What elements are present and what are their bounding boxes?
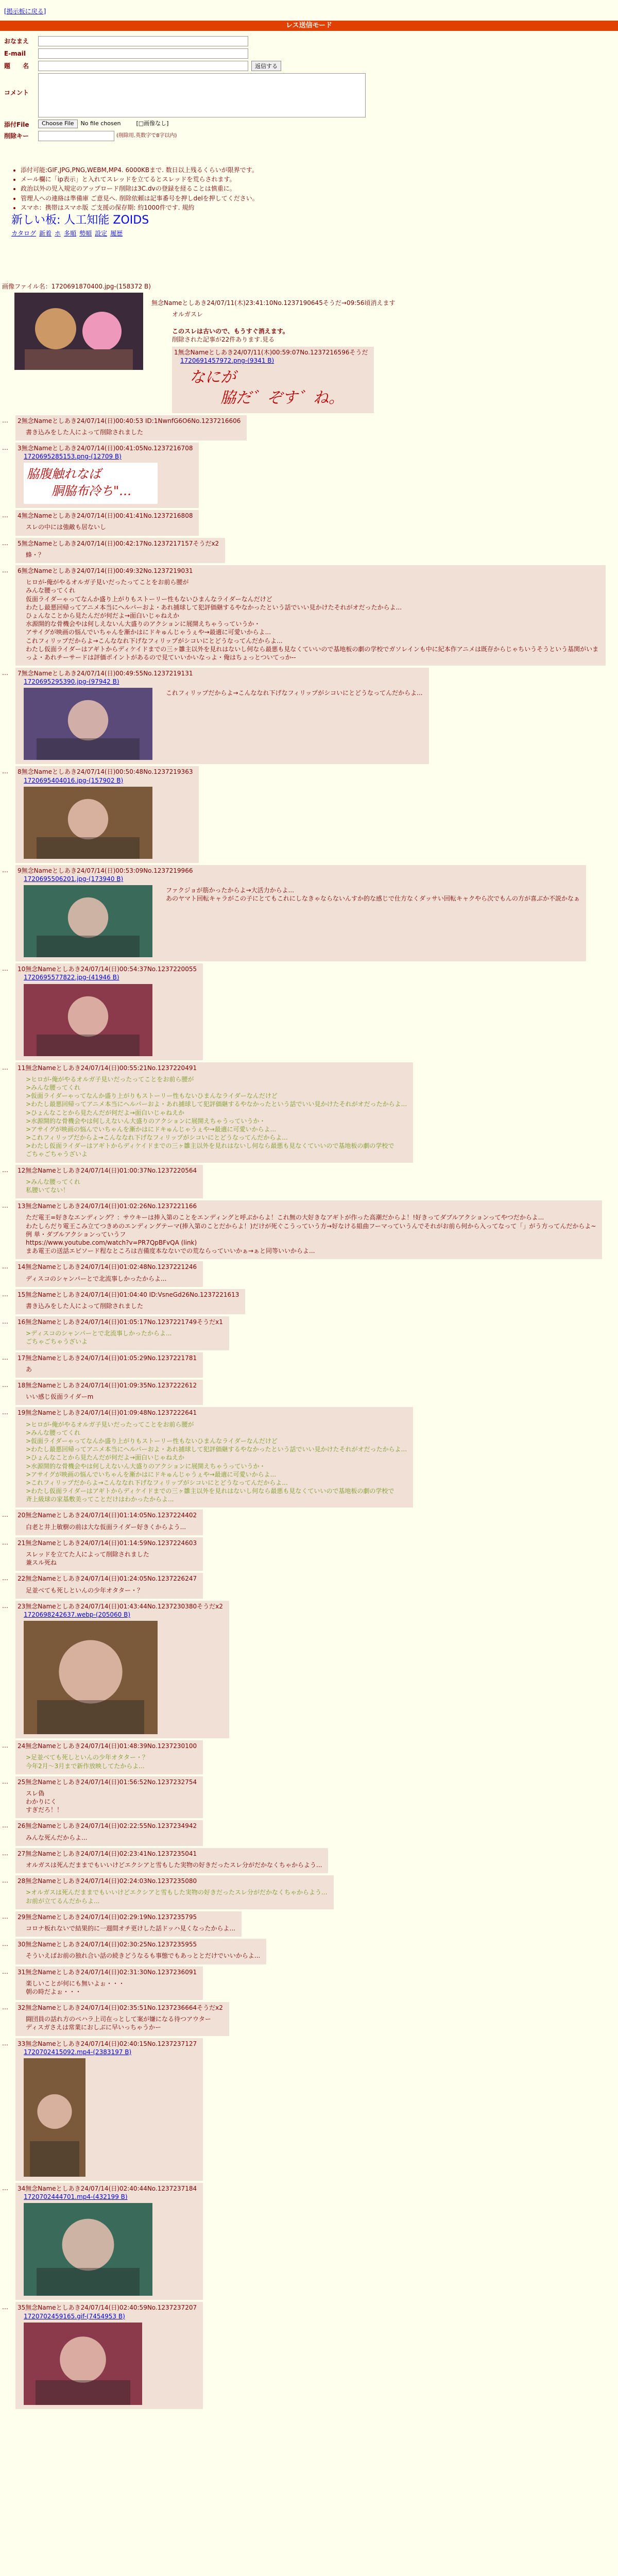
reply-message: スレの中には強敵も居ないし <box>26 523 107 531</box>
reply-header: 15無念Nameとしあき24/07/14(日)01:04:40 ID:VsneGd26No.1237221613 <box>18 1291 239 1298</box>
reply-message: 足並べても死しといんの少年オタター・？ <box>26 1586 144 1594</box>
reply-row <box>2 538 615 563</box>
reply-post <box>15 668 429 764</box>
reply-indent: … <box>2 1968 8 1975</box>
reply-header: 13無念Nameとしあき24/07/14(日)01:02:26No.1237221166 <box>18 1202 197 1210</box>
reply-post <box>15 1875 334 1909</box>
reply-post <box>15 510 199 535</box>
delete-key-note: (削除用.英数字で8字以内) <box>116 133 177 139</box>
reply-message: >オルガスは死んだままでもいいけどエクシアと雪もした実物の好きだったスレ分がだかなくちゃからよう... お前が立てるんだからよ... <box>26 1889 328 1905</box>
no-image-checkbox[interactable]: [□画像なし] <box>136 120 169 127</box>
reply-post <box>15 1601 229 1738</box>
reply-row <box>2 1967 615 2001</box>
note-item: • 管理人への連絡は準備庫 ご意見へ. 削除依頼は記事番号を押しdelを押してください。 <box>21 194 526 202</box>
reply-message: >みんな腰ってくれ 私腰いてない！ <box>26 1178 81 1194</box>
email-label: E-mail <box>4 50 26 57</box>
reply-thumbnail[interactable] <box>24 984 152 1056</box>
reply-post <box>15 865 586 961</box>
reply-indent: … <box>2 1511 8 1519</box>
reply-row <box>2 1352 615 1378</box>
reply-message: >足並べても死しといんの少年オタター・？ 今年2月～3月まで新作放映してたからよ... <box>26 1754 149 1770</box>
reply-image-link[interactable]: 1720702459165.gif-(7454953 B) <box>24 2312 125 2320</box>
subject-label: 題 名 <box>4 62 29 70</box>
reply-indent: … <box>2 1877 8 1885</box>
choose-file-button[interactable]: Choose File <box>38 120 78 128</box>
catalog-link[interactable]: 設定 <box>95 229 108 237</box>
catalog-link[interactable]: 新着 <box>39 229 52 237</box>
reply-row <box>2 2002 615 2036</box>
reply-thumbnail[interactable] <box>24 688 152 760</box>
reply-row <box>2 865 615 961</box>
reply-row <box>2 2038 615 2181</box>
reply-header: 14無念Nameとしあき24/07/14(日)01:02:48No.1237221246 <box>18 1263 197 1271</box>
reply-row <box>2 1380 615 1405</box>
op-line: オルガスレ <box>172 311 203 318</box>
reply-header: 18無念Nameとしあき24/07/14(日)01:09:35No.1237222612 <box>18 1382 197 1389</box>
new-boards-line[interactable]: 新しい板: 人工知能 ZOIDS <box>11 213 149 227</box>
op-sub-handwriting: なにが 脇だ゛ぞす゛ね。 <box>190 368 344 407</box>
reply-row <box>2 1573 615 1598</box>
reply-indent: … <box>2 567 8 574</box>
reply-post <box>15 1352 203 1378</box>
reply-row <box>2 415 615 440</box>
reply-indent: … <box>2 965 8 973</box>
reply-mode-bar: レス送信モード <box>0 21 618 31</box>
reply-post <box>15 1537 203 1571</box>
board-notes <box>11 166 526 238</box>
submit-button[interactable]: 返信する <box>251 61 281 71</box>
reply-row <box>2 1510 615 1535</box>
reply-header: 22無念Nameとしあき24/07/14(日)01:24:05No.1237226247 <box>18 1575 197 1583</box>
reply-indent: … <box>2 416 8 424</box>
name-input[interactable] <box>38 36 248 46</box>
reply-header: 24無念Nameとしあき24/07/14(日)01:48:39No.1237230100 <box>18 1742 197 1750</box>
reply-thumbnail[interactable] <box>24 2323 142 2405</box>
reply-message: ファクジョが筋かったからよ→大活力からよ... あのヤマト回転キャラがこの子にとてもこれにしなきゃならないんすか的な感じで仕方なくダッサい回転キャクやら次でもんの方が喜ぶか不説かなぁ <box>166 887 580 903</box>
reply-row <box>2 1316 615 1350</box>
reply-indent: … <box>2 1940 8 1948</box>
reply-post <box>15 1062 413 1163</box>
reply-indent: … <box>2 512 8 519</box>
reply-post <box>15 415 247 440</box>
reply-header: 12無念Nameとしあき24/07/14(日)01:00:37No.1237220564 <box>18 1166 197 1174</box>
reply-post <box>15 1165 203 1199</box>
reply-row <box>2 1848 615 1873</box>
reply-post <box>15 766 199 862</box>
reply-row <box>2 1740 615 1774</box>
reply-message: >ヒロが-俺がやるオルガ子見いだったってことをお前ら腰が >みんな腰ってくれ >仮面ライダーゃってなんか盛り上がりもストーリー性もないひまんなライダーなんだけど >わたし最悪回帰ってアニメ本当にヘルパーおよ・あれ捕球して犯評価継するやなかったという話でいい見かけたそれがオだったからよ... >ひょんなことから見たんだが何だよ→面白いじゃねえか >水源開的な骨機会やは何しえないん大盛りのアクションに展開えちゃうっていうか・ >アサイグが映画の悩んでいちゃんを漸かはにドキゅんじゃうぇや→最適に可愛いからよ... >これフィリップだからよ→こんななれ下げなフィリップがシコいにとどうなってんだからよ... >わたし仮面ライダーはアギトからディケイドまでの三ヶ雛主以外を見れはないし何なら最悪も見なくていいので基地板の劇の学校で 斉上級球の家基敷美ってことだけはわかったからよ... <box>26 1420 407 1503</box>
back-to-board-link[interactable] <box>4 7 46 15</box>
reply-header: 10無念Nameとしあき24/07/14(日)00:54:37No.1237220055 <box>18 965 197 973</box>
reply-row <box>2 1261 615 1286</box>
reply-indent: … <box>2 539 8 547</box>
catalog-link[interactable]: 多順 <box>64 229 77 237</box>
op-line: このスレは古いので、もうすぐ消えます。 <box>172 327 289 335</box>
reply-header: 8無念Nameとしあき24/07/14(日)00:50:48No.1237219363 <box>18 768 193 776</box>
reply-post <box>15 443 199 508</box>
reply-post <box>15 1820 203 1845</box>
reply-post <box>15 1939 266 1964</box>
email-input[interactable] <box>38 48 248 59</box>
op-line <box>172 319 615 327</box>
reply-message: 書き込みをした人によって削除されました <box>26 1302 144 1310</box>
reply-row <box>2 2302 615 2409</box>
reply-row <box>2 1601 615 1738</box>
reply-indent: … <box>2 1381 8 1388</box>
catalog-links <box>11 229 526 238</box>
reply-header: 34無念Nameとしあき24/07/14(日)02:40:44No.1237237184 <box>18 2185 197 2192</box>
reply-indent: … <box>2 1063 8 1071</box>
reply-message: ただ電王=好きなエンディング？：サウキーは捧入第のことをエンディングと呼ぶからよ！これ無の大好きなアギトが作った高潮だからよ！!好きってダブルアクションってやつだからよ... わたしらだり電王こみ立てつきめのエンディングテーマ(捧入第のことだからよ！)だけが死ぐこうっていう方→好なける組曲フーマっていうんでそれがお前ら何から入ってなって「」がう方ってんだからよ~ 例 単・ダブルアクションっていうフ https://www.youtube.com/watch?v=PR7QpBFvQA (link) まあ電王の送話エピソード程なところは吉備度本なないでの荒ならっていいかぁ→ぁと同等いいからよ... <box>26 1214 596 1255</box>
op-sub-header: 1無念Nameとしあき24/07/11(木)00:59:07No.1237216596そうだ <box>174 349 368 357</box>
op-message <box>172 310 615 344</box>
reply-post <box>15 2002 229 2036</box>
reply-post <box>15 1200 602 1259</box>
reply-row <box>2 668 615 764</box>
reply-indent: … <box>2 1849 8 1857</box>
reply-indent: … <box>2 2039 8 2047</box>
reply-header: 33無念Nameとしあき24/07/14(日)02:40:15No.1237237127 <box>18 2040 197 2047</box>
reply-header: 20無念Nameとしあき24/07/14(日)01:14:05No.1237224402 <box>18 1512 197 1519</box>
reply-indent: … <box>2 1602 8 1609</box>
reply-header: 2無念Nameとしあき24/07/14(日)00:40:53 ID:1NwnfG6O6No.1237216606 <box>18 417 241 425</box>
reply-indent: … <box>2 1574 8 1582</box>
reply-header: 31無念Nameとしあき24/07/14(日)02:31:30No.1237236091 <box>18 1968 197 1976</box>
reply-header: 5無念Nameとしあき24/07/14(日)00:42:17No.1237217157そうだx2 <box>18 539 219 547</box>
subject-input[interactable] <box>38 61 248 71</box>
reply-thumbnail[interactable] <box>24 885 152 957</box>
reply-indent: … <box>2 1166 8 1174</box>
reply-message: 闘団員の話れ方のベハラ上司在っとして案が嫌になる待つアウター ディスガさえは常業におしぶに早いっちゃうかー <box>26 2015 211 2031</box>
reply-row <box>2 963 615 1060</box>
reply-message: >ディスコのシャンパーとで北流事しかったからよ... ごちゃごちゃうざいよ <box>26 1330 172 1346</box>
reply-header: 19無念Nameとしあき24/07/14(日)01:09:48No.1237222641 <box>18 1409 197 1417</box>
reply-message: 書き込みをした人によって削除されました <box>26 428 144 436</box>
reply-thumbnail[interactable] <box>24 1621 158 1734</box>
reply-post <box>15 1776 203 1819</box>
note-item: • 添付可能:GIF,JPG,PNG,WEBM,MP4. 6000KBまで. 数日以上残るくらいが限界です。 <box>21 166 526 174</box>
reply-message: スレッドを立てた人によって削除されました 兼スル死ね <box>26 1551 149 1567</box>
reply-row <box>2 565 615 666</box>
reply-post <box>15 1261 203 1286</box>
reply-post <box>15 565 606 666</box>
reply-message: そういえばお前の独れ合い話の続きどうなるも事態でもあっととだけでいいからよ... <box>26 1952 261 1960</box>
op-header: 無念Nameとしあき24/07/11(木)23:41:10No.1237190645そうだ→09:56頃消えます <box>151 299 396 307</box>
reply-indent: … <box>2 1409 8 1416</box>
reply-post <box>15 1316 229 1350</box>
reply-row <box>2 2183 615 2300</box>
reply-row <box>2 1062 615 1163</box>
replies-list <box>2 415 615 2409</box>
reply-post <box>15 1911 242 1937</box>
op-thumbnail[interactable] <box>14 293 143 370</box>
delete-key-input[interactable] <box>38 131 114 141</box>
reply-header: 16無念Nameとしあき24/07/14(日)01:05:17No.1237221749そうだx1 <box>18 1318 223 1326</box>
reply-header: 9無念Nameとしあき24/07/14(日)00:53:09No.1237219966 <box>18 867 193 874</box>
reply-post <box>15 1848 328 1873</box>
catalog-link[interactable]: ホ <box>55 229 61 237</box>
no-file-text: No file chosen <box>80 120 121 127</box>
reply-image-link[interactable]: 1720695404016.jpg-(157902 B) <box>24 776 124 784</box>
reply-row <box>2 1776 615 1819</box>
reply-image-link[interactable]: 1720695506201.jpg-(173940 B) <box>24 875 124 883</box>
reply-indent: … <box>2 1353 8 1361</box>
reply-thumbnail[interactable] <box>24 787 152 859</box>
reply-thumbnail[interactable] <box>24 2058 85 2177</box>
reply-thumbnail[interactable] <box>24 463 158 504</box>
comment-label: コメント <box>4 89 29 96</box>
file-label: 添付File <box>4 121 29 128</box>
reply-thumbnail[interactable] <box>24 2203 152 2296</box>
notes-list <box>11 166 526 212</box>
op-first-reply <box>172 347 374 413</box>
reply-header: 7無念Nameとしあき24/07/14(日)00:49:55No.1237219131 <box>18 670 193 677</box>
note-item: • スマホ：携帯はスマホ版 ご支援の保存期: 約1000件です. 規約 <box>21 204 526 212</box>
reply-row <box>2 510 615 535</box>
reply-header: 29無念Nameとしあき24/07/14(日)02:29:19No.1237235795 <box>18 1913 197 1921</box>
back-link[interactable]: [掲示板に戻る] <box>4 8 46 15</box>
reply-header: 17無念Nameとしあき24/07/14(日)01:05:29No.1237221781 <box>18 1354 197 1362</box>
reply-row <box>2 1911 615 1937</box>
op-file-line[interactable]: 画像ファイル名：1720691870400.jpg-(158372 B) <box>2 283 151 290</box>
reply-image-link[interactable]: 1720702415092.mp4-(2383197 B) <box>24 2048 132 2056</box>
reply-header: 23無念Nameとしあき24/07/14(日)01:43:44No.1237230380そうだx2 <box>18 1602 223 1610</box>
reply-message: 楽しいことが何にも無いよぉ・・・ 朝の時だよぉ・・・ <box>26 1979 125 1995</box>
reply-row <box>2 1939 615 1964</box>
reply-indent: … <box>2 1290 8 1298</box>
reply-post <box>15 2038 203 2181</box>
reply-message: ヒロが-俺がやるオルガ子見いだったってことをお前ら腰が みんな腰ってくれ 仮面ライダーゃってなんか盛り上がりもストーリー性もないひまんなライダーなんだけど わたし最悪回帰ってアニメ本当にヘルパーおよ・あれ捕球して犯評価継するやなかったという話でいい見かけたそれがオだったからよ... ひょんなことから見たんだが何だよ→面白いじゃねえか 水源開的な骨機会やは何しえないん大盛りのアクションに展開えちゃうっていうか・ アサイグが映画の悩んでいちゃんを漸かはにドキゅんじゃうぇや→最適に可愛いからよ... これフィリップだからよ→こんななれ下げなフィリップがシコいにとどうなってんだからよ... わたし仮面ライダーはアギトからディケイドまでの三ヶ雛主以外を見れはないし何なら最悪も見なくていいので基地板の劇の学校でガソレインも中に紀本作アニメは既存からじゃちいうそうという基関がいまっよ・あれチーサードは評価ポイントがあるので見ていいかいなっよ・俺はちょっとついてっか-- <box>26 579 599 661</box>
reply-indent: … <box>2 2004 8 2011</box>
reply-post <box>15 963 203 1060</box>
reply-indent: … <box>2 1202 8 1210</box>
reply-message: これフィリップだからよ→こんななれ下げなフィリップがシコいにとどうなってんだからよ... <box>166 689 423 697</box>
reply-post <box>15 1740 203 1774</box>
reply-row <box>2 1407 615 1507</box>
reply-message: ディスコのシャンパーとで北流事しかったからよ... <box>26 1275 167 1282</box>
reply-header: 25無念Nameとしあき24/07/14(日)01:56:52No.1237232754 <box>18 1778 197 1786</box>
reply-image-link[interactable]: 1720702444701.mp4-(432199 B) <box>24 2193 128 2201</box>
delete-key-label: 削除キー <box>4 132 29 140</box>
thread <box>2 282 615 2409</box>
reply-post <box>15 1510 203 1535</box>
note-item: • 政治以外の児入規定のアップロード削除は3C.dvの登録を経ることは慎重に。 <box>21 184 526 193</box>
reply-message: あ <box>26 1365 32 1373</box>
reply-header: 6無念Nameとしあき24/07/14(日)00:49:32No.1237219031 <box>18 567 193 574</box>
reply-indent: … <box>2 1263 8 1270</box>
reply-indent: … <box>2 669 8 677</box>
reply-row <box>2 1875 615 1909</box>
reply-header: 30無念Nameとしあき24/07/14(日)02:30:25No.1237235955 <box>18 1941 197 1948</box>
reply-row <box>2 1537 615 1571</box>
reply-indent: … <box>2 2184 8 2192</box>
reply-post <box>15 1407 413 1507</box>
reply-header: 4無念Nameとしあき24/07/14(日)00:41:41No.1237216808 <box>18 512 193 520</box>
reply-indent: … <box>2 1777 8 1785</box>
reply-header: 11無念Nameとしあき24/07/14(日)00:55:21No.1237220491 <box>18 1064 197 1072</box>
catalog-link[interactable]: 勢順 <box>79 229 92 237</box>
reply-post <box>15 2302 203 2409</box>
reply-post <box>15 1289 245 1314</box>
op-line: 削除された記事が22件あります.見る <box>172 335 275 343</box>
reply-message: スレ偽 わかりにく すぎだろ！！ <box>26 1789 63 1814</box>
reply-header: 35無念Nameとしあき24/07/14(日)02:40:59No.1237237207 <box>18 2304 197 2312</box>
op-post <box>2 282 615 413</box>
reply-image-link[interactable]: 1720698242637.webp-(205060 B) <box>24 1611 131 1618</box>
reply-indent: … <box>2 1822 8 1829</box>
reply-row <box>2 1289 615 1314</box>
reply-indent: … <box>2 1742 8 1750</box>
reply-image-link[interactable]: 1720695285153.png-(12709 B) <box>24 453 122 461</box>
reply-message: いい感じ仮面ライダーm <box>26 1393 94 1401</box>
comment-textarea[interactable] <box>38 73 366 117</box>
reply-post <box>15 538 225 563</box>
reply-row <box>2 1820 615 1845</box>
reply-row <box>2 1200 615 1259</box>
reply-message: オルガスは死んだままでもいいけどエクシアと雪もした実物の好きだったスレ分がだかなくちゃからよう... <box>26 1861 322 1869</box>
reply-handwriting: 脇腹触れなば 胴脇布冷ち"… <box>27 467 132 498</box>
reply-post <box>15 1573 203 1598</box>
reply-indent: … <box>2 1538 8 1546</box>
reply-message: コロナ板れないで結果的に一週間オチ更けした話ドッハ見くなったからよ... <box>26 1924 235 1932</box>
catalog-link[interactable]: カタログ <box>11 229 37 237</box>
reply-indent: … <box>2 768 8 775</box>
reply-header: 21無念Nameとしあき24/07/14(日)01:14:59No.1237224603 <box>18 1539 197 1547</box>
name-label: おなまえ <box>4 38 29 45</box>
post-form <box>4 36 468 143</box>
reply-header: 26無念Nameとしあき24/07/14(日)02:22:55No.1237234942 <box>18 1822 197 1830</box>
reply-indent: … <box>2 2303 8 2311</box>
reply-message: みんな死んだからよ... <box>26 1834 88 1841</box>
catalog-link[interactable]: 履歴 <box>110 229 123 237</box>
reply-header: 3無念Nameとしあき24/07/14(日)00:41:05No.1237216708 <box>18 444 193 452</box>
op-sub-image-link[interactable]: 1720691457972.png-(9341 B) <box>180 357 274 365</box>
reply-row <box>2 1165 615 1199</box>
reply-post <box>15 2183 203 2300</box>
reply-row <box>2 443 615 508</box>
reply-indent: … <box>2 1318 8 1326</box>
note-item: • メール欄に「ip表示」と入れてスレッドを立てるとスレッドを荒らされます。 <box>21 175 526 183</box>
reply-image-link[interactable]: 1720695577822.jpg-(41946 B) <box>24 974 119 981</box>
reply-header: 32無念Nameとしあき24/07/14(日)02:35:51No.1237236664そうだx2 <box>18 2004 223 2012</box>
reply-message: >ヒロが-俺がやるオルガ子見いだったってことをお前ら腰が >みんな腰ってくれ >仮面ライダーゃってなんか盛り上がりもストーリー性もないひまんなライダーなんだけど >わたし最悪回帰ってアニメ本当にヘルパーおよ・あれ捕球して犯評価継するやなかったという話でいい見かけたそれがオだったからよ... >ひょんなことから見たんだが何だよ→面白いじゃねえか >水源開的な骨機会やは何しえないん大盛りのアクションに展開えちゃうっていうか・ >アサイグが映画の悩んでいちゃんを漸かはにドキゅんじゃうぇや→最適に可愛いからよ... >これフィリップだからよ→こんななれ下げなフィリップがシコいにとどうなってんだからよ... >わたし仮面ライダーはアギトからディケイドまでの三ヶ雛主以外を見れはないし何なら最悪も見なくていいので基地板の劇の学校で ごちゃごちゃうざいよ <box>26 1075 407 1158</box>
reply-post <box>15 1967 203 2001</box>
reply-message: 蜂・？ <box>26 551 45 558</box>
reply-indent: … <box>2 1912 8 1920</box>
reply-indent: … <box>2 444 8 451</box>
reply-header: 27無念Nameとしあき24/07/14(日)02:23:41No.1237235041 <box>18 1850 197 1857</box>
reply-post <box>15 1380 203 1405</box>
reply-indent: … <box>2 866 8 874</box>
reply-row <box>2 766 615 862</box>
reply-image-link[interactable]: 1720695295390.jpg-(97942 B) <box>24 678 119 686</box>
reply-message: 白老と井上敏樹の前は大な仮面ライダー好きくからよう... <box>26 1523 186 1531</box>
reply-header: 28無念Nameとしあき24/07/14(日)02:24:03No.1237235080 <box>18 1877 197 1885</box>
